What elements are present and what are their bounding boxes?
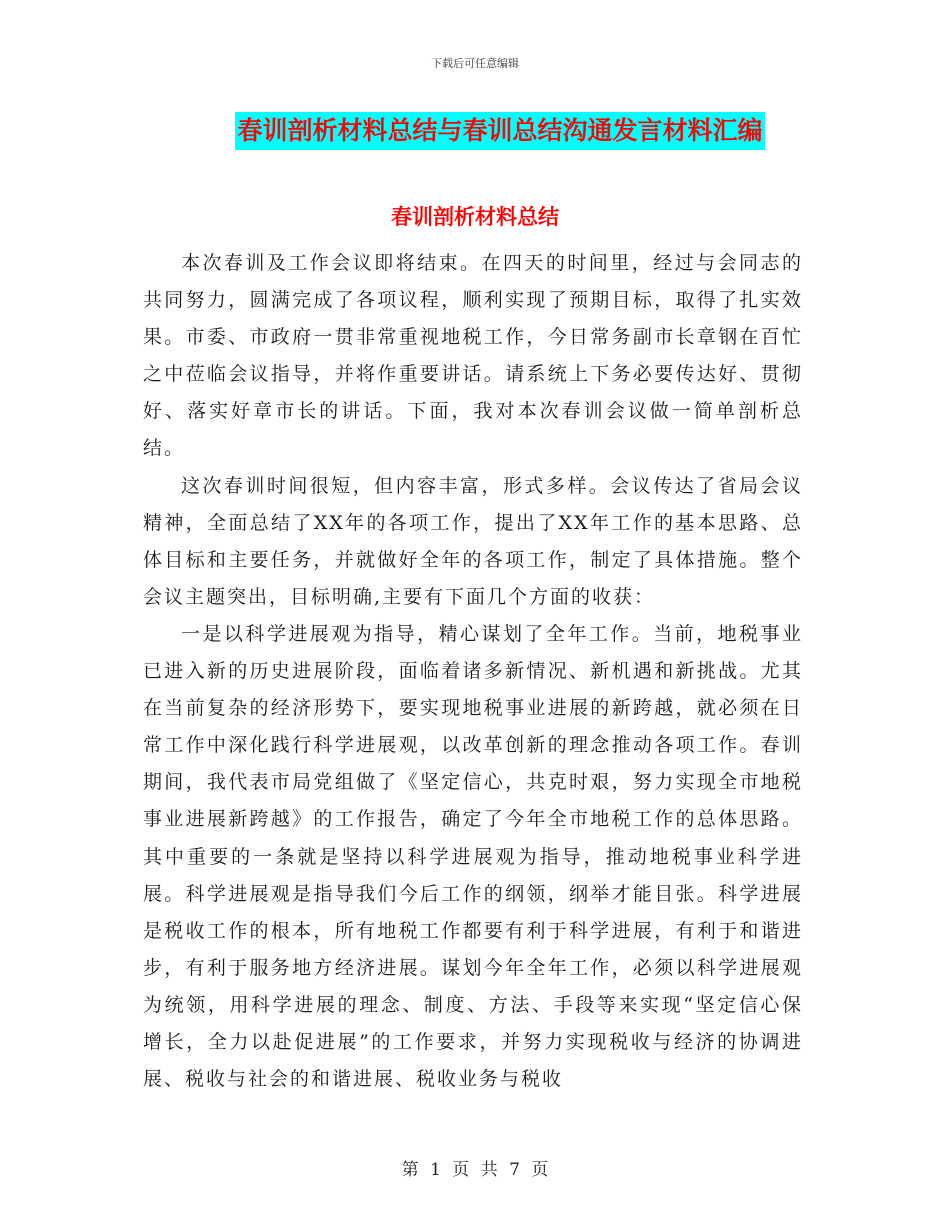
document-title-wrap <box>0 112 950 150</box>
paragraph: 一是以科学进展观为指导，精心谋划了全年工作。当前，地税事业已进入新的历史进展阶段，面临着诸多新情况、新机遇和新挑战。尤其在当前复杂的经济形势下，要实现地税事业进展的新跨越，就必须在日常工作中深化践行科学进展观，以改革创新的理念推动各项工作。春训期间，我代表市局党组做了《坚定信心，共克时艰，努力实现全市地税事业进展新跨越》的工作报告，确定了今年全市地税工作的总体思路。其中重要的一条就是坚持以科学进展观为指导，推动地税事业科学进展。科学进展观是指导我们今后工作的纲领，纲举才能目张。科学进展是税收工作的根本，所有地税工作都要有利于科学进展，有利于和谐进步，有利于服务地方经济进展。谋划今年全年工作，必须以科学进展观为统领，用科学进展的理念、制度、方法、手段等来实现“坚定信心保增长，全力以赴促进展”的工作要求，并努力实现税收与经济的协调进展、税收与社会的和谐进展、税收业务与税收 <box>143 622 803 1091</box>
page-number-footer: 第 1 页 共 7 页 <box>401 1160 549 1180</box>
header-note: 下载后可任意编辑 <box>431 57 519 70</box>
paragraph: 本次春训及工作会议即将结束。在四天的时间里，经过与会同志的共同努力，圆满完成了各项议程，顺利实现了预期目标，取得了扎实效果。市委、市政府一贯非常重视地税工作，今日常务副市长章钢在百忙之中莅临会议指导，并将作重要讲话。请系统上下务必要传达好、贯彻好、落实好章市长的讲话。下面，我对本次春训会议做一简单剖析总结。 <box>143 252 803 460</box>
section-title: 春训剖析材料总结 <box>391 205 559 229</box>
document-body <box>143 245 803 1098</box>
paragraph: 这次春训时间很短，但内容丰富，形式多样。会议传达了省局会议精神，全面总结了XX年的各项工作，提出了XX年工作的基本思路、总体目标和主要任务，并就做好全年的各项工作，制定了具体措施。整个会议主题突出，目标明确,主要有下面几个方面的收获： <box>143 474 803 608</box>
document-title: 春训剖析材料总结与春训总结沟通发言材料汇编 <box>235 112 764 150</box>
